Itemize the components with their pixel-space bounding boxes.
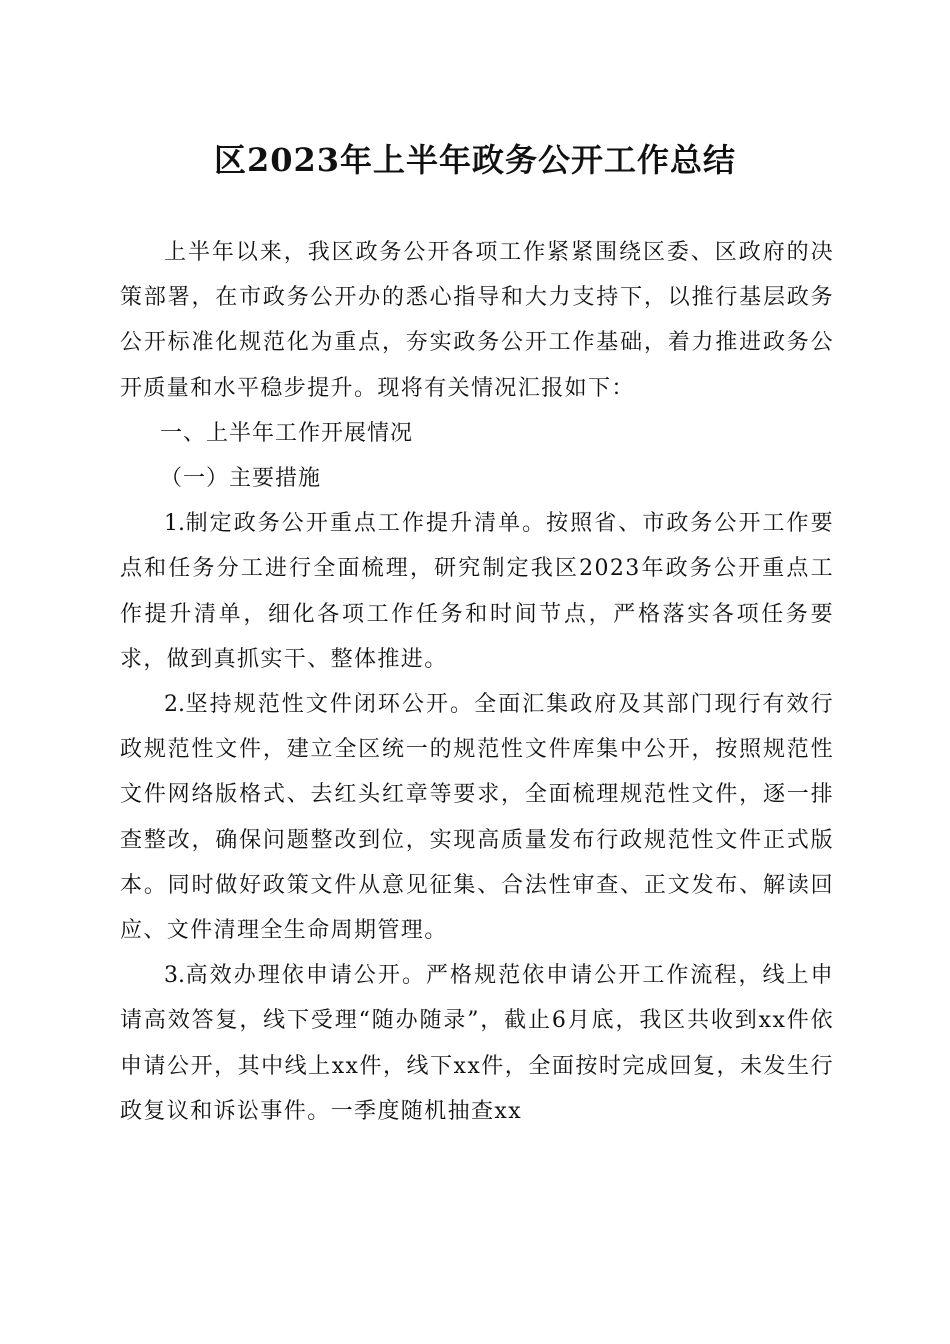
intro-paragraph: 上半年以来，我区政务公开各项工作紧紧围绕区委、区政府的决策部署，在市政务公开办的悉心指导和大力支持下，以推行基层政务公开标准化规范化为重点，夯实政务公开工作基础，着力推进政务公开质量和水平稳步提升。现将有关情况汇报如下： bbox=[120, 240, 834, 401]
item-number: 3. bbox=[164, 963, 185, 989]
item-text: 制定政务公开重点工作提升清单。按照省、市政务公开工作要点和任务分工进行全面梳理，研究制定我区2023年政务公开重点工作提升清单，细化各项工作任务和时间节点，严格落实各项任务要求，做到真抓实干、整体推进。 bbox=[120, 511, 834, 672]
item-text: 高效办理依申请公开。严格规范依申请公开工作流程，线上申请高效答复，线下受理“随办随录”，截止6月底，我区共收到xx件依申请公开，其中线上xx件，线下xx件，全面按时完成回复，未发生行政复议和诉讼事件。一季度随机抽查xx bbox=[120, 963, 834, 1124]
item-number: 2. bbox=[164, 692, 185, 718]
list-item bbox=[120, 682, 834, 953]
item-text: 坚持规范性文件闭环公开。全面汇集政府及其部门现行有效行政规范性文件，建立全区统一的规范性文件库集中公开，按照规范性文件网络版格式、去红头红章等要求，全面梳理规范性文件，逐一排查整改，确保问题整改到位，实现高质量发布行政规范性文件正式版本。同时做好政策文件从意见征集、合法性审查、正文发布、解读回应、文件清理全生命周期管理。 bbox=[120, 692, 834, 944]
document-title: 区2023年上半年政务公开工作总结 bbox=[213, 141, 737, 179]
item-number: 1. bbox=[164, 511, 185, 537]
section-heading: 一、上半年工作开展情况 bbox=[160, 420, 414, 446]
list-item bbox=[120, 953, 834, 1134]
subsection-heading: （一）主要措施 bbox=[160, 466, 322, 492]
document-body bbox=[120, 230, 834, 1134]
list-item bbox=[120, 501, 834, 682]
